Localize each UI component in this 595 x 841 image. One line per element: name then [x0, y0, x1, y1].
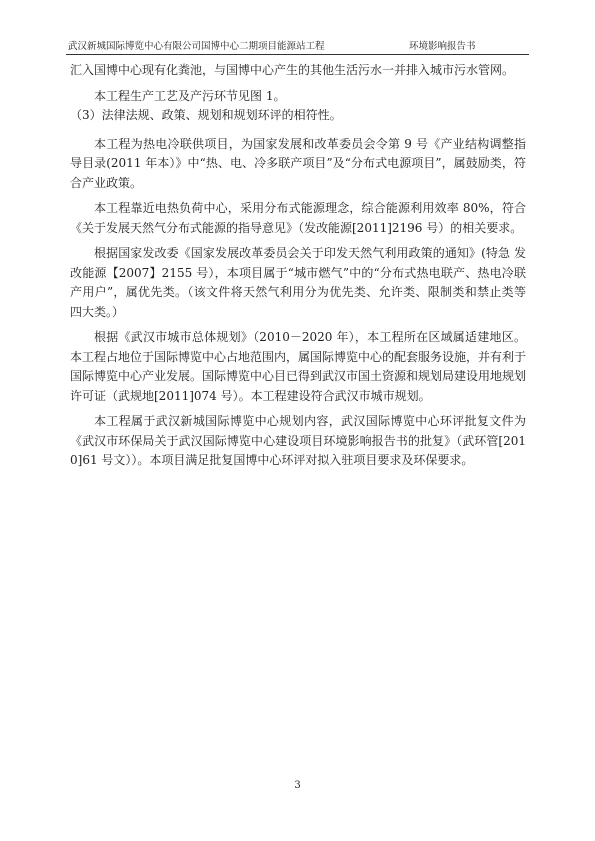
section-heading-compliance: （3）法律法规、政策、规划和规划环评的相符性。 [70, 108, 342, 122]
page-number: 3 [294, 780, 301, 791]
paragraph-eia-approval: 本工程属于武汉新城国际博览中心规划内容，武汉国际博览中心环评批复文件为《武汉市环保局关于武汉国际博览中心建设项目环境影响报告书的批复》（武环管[2010]61 号文））。本项目满足批复国博中心环评对拟入驻项目要求及环保要求。 [70, 414, 526, 467]
page-header [66, 40, 529, 55]
paragraph-city-planning: 根据《武汉市城市总体规划》（2010－2020 年），本工程所在区域属适建地区。本工程占地位于国际博览中心占地范围内，属国际博览中心的配套服务设施，并有利于国际博览中心产业发展。国际博览中心目已得到武汉市国土资源和规划局建设用地规划许可证（武规地[2011]074 号）。本工程建设符合武汉市城市规划。 [70, 330, 527, 403]
paragraph-distributed-energy: 本工程靠近电热负荷中心，采用分布式能源理念，综合能源利用效率 80%，符合《关于发展天然气分布式能源的指导意见》（发改能源[2011]2196 号）的相关要求。 [70, 201, 526, 235]
paragraph-gas-policy: 根据国家发改委《国家发展改革委员会关于印发天然气利用政策的通知》(特急 发改能源【2007】2155 号），本项目属于“城市燃气”中的“分布式热电联产、热电冷联产用户”，属优先类。（该文件将天然气利用分为优先类、允许类、限制类和禁止类等四大类。） [70, 246, 526, 319]
document-body [70, 61, 526, 471]
header-report-title: 环境影响报告书 [409, 41, 476, 52]
header-company-project: 武汉新城国际博览中心有限公司国博中心二期项目能源站工程 [68, 41, 325, 52]
paragraph-industrial-policy: 本工程为热电冷联供项目，为国家发展和改革委员会令第 9 号《产业结构调整指导目录(2011 年本）》中“热、电、冷多联产项目”及“分布式电源项目”，属鼓励类，符合产业政策。 [70, 136, 526, 190]
paragraph-sewage: 汇入国博中心现有化粪池，与国博中心产生的其他生活污水一并排入城市污水管网。 [70, 63, 515, 77]
paragraph-process-figure-ref: 本工程生产工艺及产污环节见图 1。 [94, 88, 286, 103]
